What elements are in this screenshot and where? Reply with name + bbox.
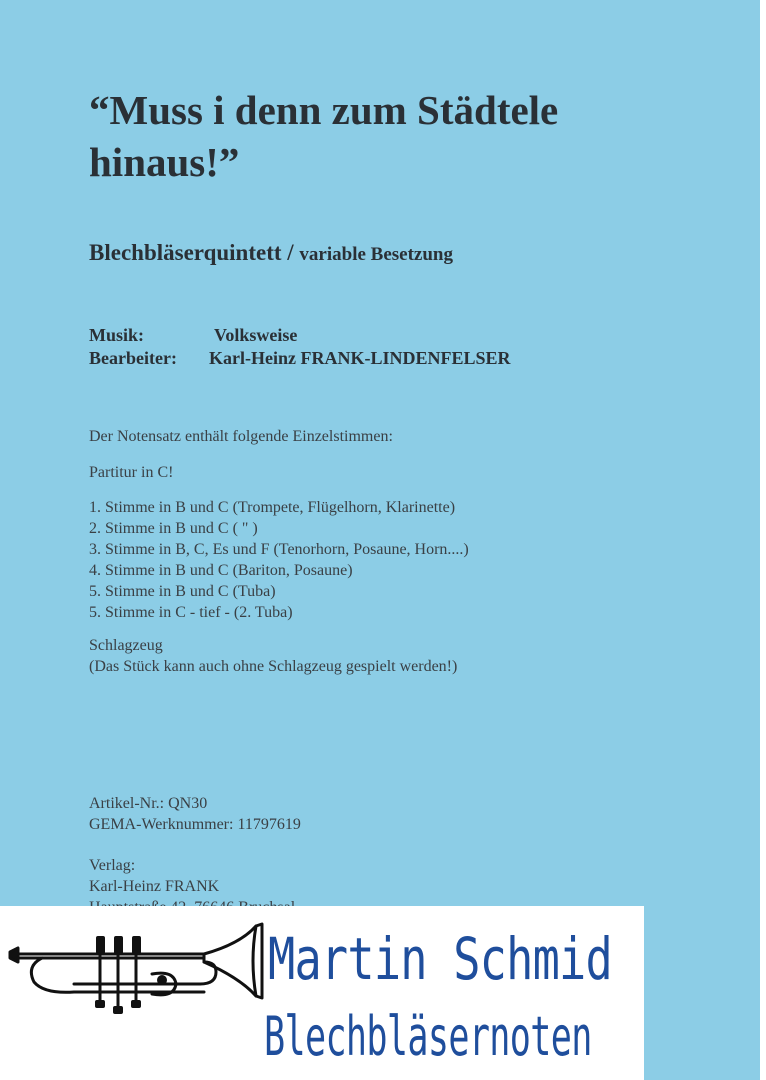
music-row <box>89 324 511 347</box>
part-item: 5. Stimme in B und C (Tuba) <box>89 583 276 600</box>
percussion-block <box>89 635 457 677</box>
arranger-value: Karl-Heinz FRANK-LINDENFELSER <box>209 348 511 368</box>
article-number: Artikel-Nr.: QN30 <box>89 795 208 812</box>
part-item: 5. Stimme in C - tief - (2. Tuba) <box>89 604 293 621</box>
credits <box>89 324 511 370</box>
instrumentation-main: Blechbläserquintett / <box>89 240 294 265</box>
instrumentation-variable: variable Besetzung <box>299 244 453 265</box>
article-block <box>89 793 301 835</box>
part-item: 4. Stimme in B und C (Bariton, Posaune) <box>89 562 353 579</box>
percussion-label: Schlagzeug <box>89 637 163 654</box>
music-value: Volksweise <box>214 325 298 345</box>
part-item: 3. Stimme in B, C, Es und F (Tenorhorn, Posaune, Horn....) <box>89 541 469 558</box>
arranger-row <box>89 347 511 370</box>
parts-list <box>89 497 469 623</box>
arranger-label: Bearbeiter: <box>89 348 177 368</box>
brand-name: Martin Schmid <box>268 925 612 993</box>
instrumentation <box>89 240 453 266</box>
music-label: Musik: <box>89 325 145 345</box>
part-item: 1. Stimme in B und C (Trompete, Flügelhorn, Klarinette) <box>89 499 456 516</box>
trumpet-icon <box>4 914 266 1024</box>
brand-tagline: Blechbläsernoten <box>264 1005 592 1068</box>
part-item: 2. Stimme in B und C ( " ) <box>89 520 258 537</box>
percussion-note: (Das Stück kann auch ohne Schlagzeug gespielt werden!) <box>89 658 458 675</box>
parts-intro: Der Notensatz enthält folgende Einzelstimmen: <box>89 428 393 445</box>
gema-number: GEMA-Werknummer: 11797619 <box>89 816 301 833</box>
shop-banner <box>0 906 644 1080</box>
piece-title: “Muss i denn zum Städtele hinaus!” <box>89 87 559 185</box>
publisher-name: Karl-Heinz FRANK <box>89 878 220 895</box>
publisher-label: Verlag: <box>89 857 136 874</box>
score-line: Partitur in C! <box>89 464 174 481</box>
scan-edge <box>760 0 766 1080</box>
